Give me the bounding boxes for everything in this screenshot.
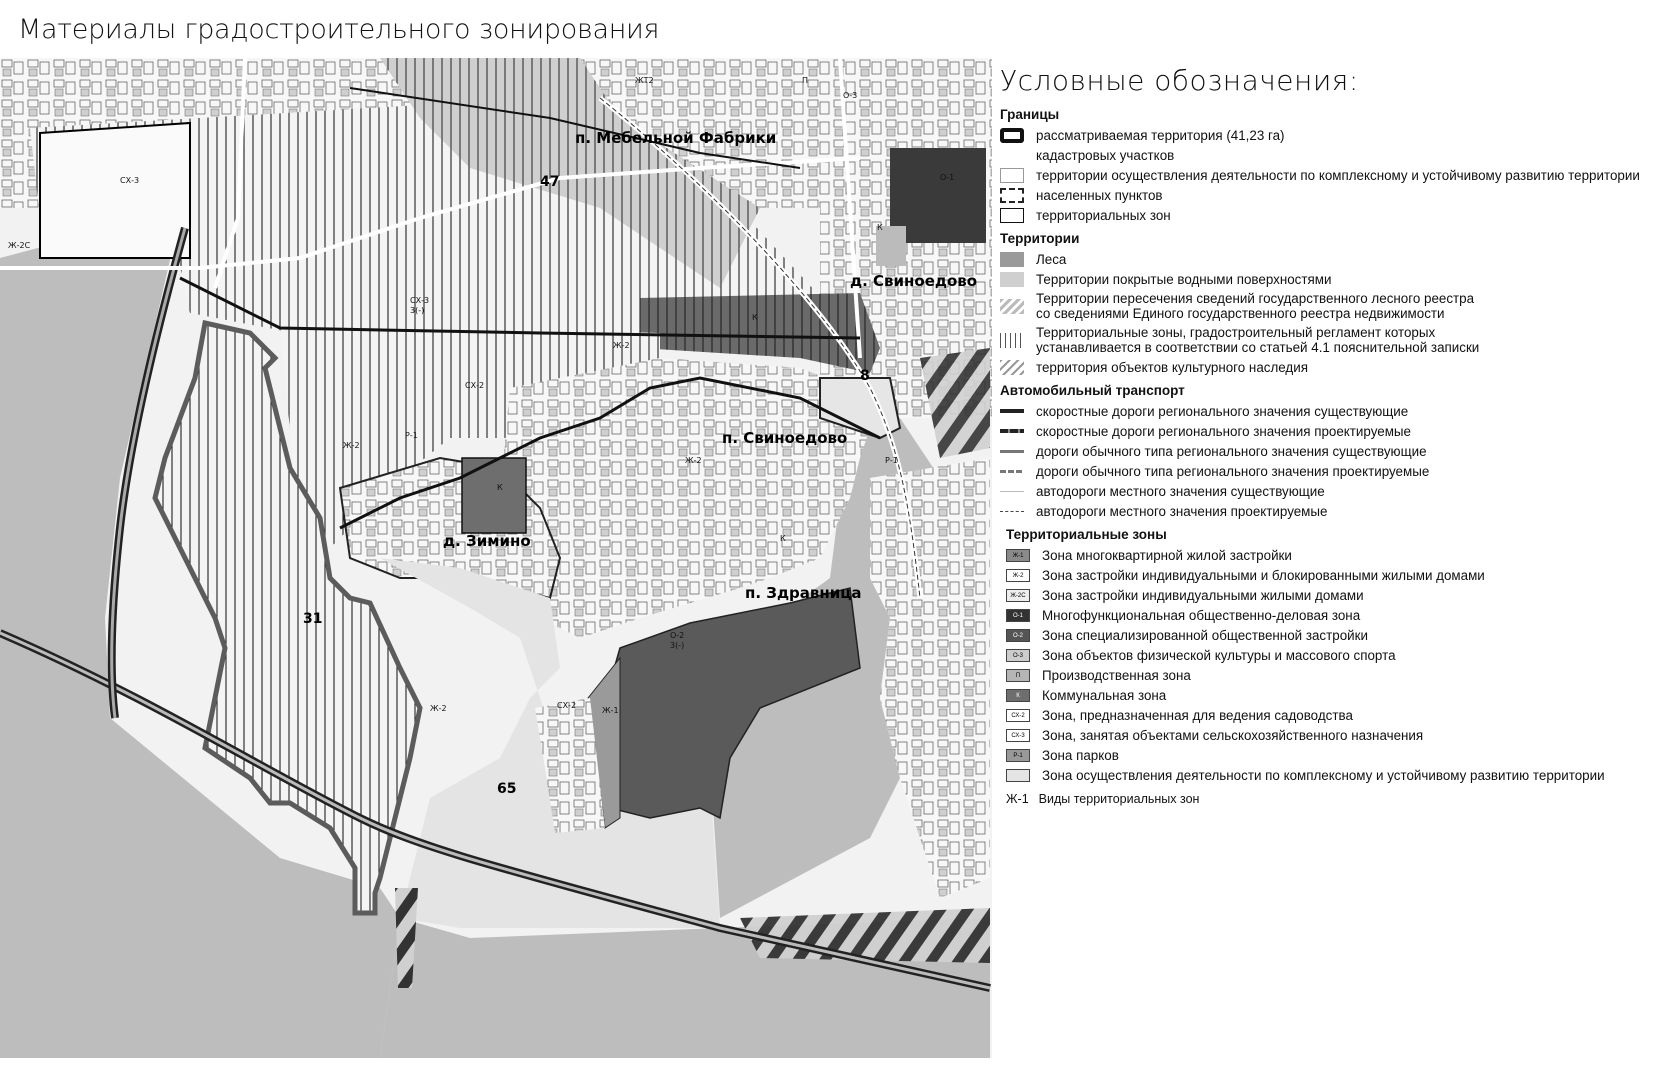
legend-item <box>1006 625 1678 645</box>
legend-label: Леса <box>1036 251 1067 267</box>
forest-registry-swatch <box>1000 299 1024 314</box>
zone-swatch-r1: Р-1 <box>1006 749 1030 762</box>
legend-item <box>1000 441 1678 461</box>
zone-sub-a: 3(-) <box>410 306 425 315</box>
legend-label: территориальных зон <box>1036 207 1171 223</box>
zone-code-zht2: ЖТ2 <box>635 76 654 85</box>
zone-code-sh3: СХ-3 <box>120 176 140 185</box>
legend-label: Территориальные зоны, градостроительный регламент которых устанавливается в соответствии со статьей 4.1 пояснительной записки <box>1036 325 1480 355</box>
label-area-31: 31 <box>303 611 323 627</box>
zone-sh3-west <box>40 123 190 258</box>
legend-label: Зона объектов физической культуры и массового спорта <box>1042 647 1396 663</box>
legend-item <box>1006 645 1678 665</box>
legend-label: Зона многоквартирной жилой застройки <box>1042 547 1292 563</box>
zone-code-k: К <box>497 483 503 492</box>
legend-label: Многофункциональная общественно-деловая зона <box>1042 607 1361 623</box>
zone-swatch-zh2: Ж-2 <box>1006 569 1030 582</box>
zone-code-zh2: Ж-2 <box>613 341 630 350</box>
zone-code-zh2-b: Ж-2 <box>343 441 360 450</box>
zone-swatch-sh3: СХ-3 <box>1006 729 1030 742</box>
legend-label: Зона осуществления деятельности по комплексному и устойчивому развитию территории <box>1042 767 1605 783</box>
legend-label: дороги обычного типа регионального значения проектируемые <box>1036 463 1430 479</box>
legend-section-transport: Автомобильный транспорт <box>1000 383 1185 398</box>
legend-item <box>1000 289 1678 323</box>
page-title: Материалы градостроительного зонирования <box>18 14 660 45</box>
zone-swatch-o2: О-2 <box>1006 629 1030 642</box>
zone-code-sh3-center: СХ-3 <box>410 296 430 305</box>
local-road-existing-swatch <box>1000 484 1024 499</box>
zone-code-r1: Р-1 <box>405 431 418 440</box>
highway-planned-swatch <box>1000 424 1024 439</box>
legend-item <box>1006 725 1678 745</box>
legend-label: скоростные дороги регионального значения существующие <box>1036 403 1409 419</box>
settlement-border-swatch <box>1000 188 1024 203</box>
legend-label: дороги обычного типа регионального значения существующие <box>1036 443 1427 459</box>
zone-code-zh2-c: Ж-2 <box>685 456 702 465</box>
legend-label: Территории покрытые водными поверхностями <box>1036 271 1332 287</box>
complex-dev-border-swatch <box>1000 168 1024 183</box>
legend <box>1000 60 1678 809</box>
label-settlement-svinoedovo-d: д. Свиноедово <box>850 272 978 290</box>
zone-code-p: П <box>802 76 809 85</box>
zone-code-k-d: К <box>877 223 883 232</box>
label-area-65: 65 <box>497 781 517 797</box>
legend-item <box>1000 249 1678 269</box>
zone-sub-b: 3(-) <box>670 641 685 650</box>
label-settlement-svinoedovo-p: п. Свиноедово <box>722 429 848 447</box>
legend-section-territories: Территории <box>1000 231 1080 246</box>
zone-swatch-zh2s: Ж-2С <box>1006 589 1030 602</box>
legend-item <box>1000 323 1678 357</box>
legend-label: Территории пересечения сведений государственного лесного реестра со сведениями Единого государственного реестра недвижимости <box>1036 291 1475 321</box>
zone-code-zh2s: Ж-2С <box>8 241 31 250</box>
legend-item <box>1006 665 1678 685</box>
zoning-map[interactable] <box>0 58 992 1058</box>
legend-item <box>1006 765 1678 785</box>
legend-label: Зона застройки индивидуальными жилыми домами <box>1042 587 1364 603</box>
heritage-swatch <box>1000 360 1024 375</box>
local-road-planned-swatch <box>1000 504 1024 519</box>
zone-code-k-c: К <box>780 534 786 543</box>
legend-item <box>1006 605 1678 625</box>
zone-swatch-o1: О-1 <box>1006 609 1030 622</box>
legend-item <box>1006 705 1678 725</box>
legend-item <box>1000 125 1678 145</box>
legend-label: Зона специализированной общественной застройки <box>1042 627 1368 643</box>
legend-label: Зона застройки индивидуальными и блокированными жилыми домами <box>1042 567 1485 583</box>
zone-legend-list <box>1006 545 1678 809</box>
legend-item <box>1000 461 1678 481</box>
studied-territory-swatch <box>1000 128 1024 143</box>
legend-item <box>1006 565 1678 585</box>
road-planned-swatch <box>1000 464 1024 479</box>
zone-code-o3: О-3 <box>843 91 858 100</box>
label-settlement-mebelnoy: п. Мебельной Фабрики <box>575 129 777 147</box>
legend-label: территория объектов культурного наследия <box>1036 359 1308 375</box>
legend-label: Производственная зона <box>1042 667 1191 683</box>
legend-label: территории осуществления деятельности по комплексному и устойчивому развитию территории <box>1036 167 1640 183</box>
legend-label: Зона, занятая объектами сельскохозяйственного назначения <box>1042 727 1424 743</box>
zone-k-zimino <box>462 458 526 533</box>
legend-label: кадастровых участков <box>1036 147 1175 163</box>
legend-item <box>1006 545 1678 565</box>
legend-item <box>1000 185 1678 205</box>
legend-item <box>1000 501 1678 521</box>
zone-k-ne <box>876 226 906 266</box>
legend-label: скоростные дороги регионального значения проектируемые <box>1036 423 1411 439</box>
zone-swatch-sh2: СХ-2 <box>1006 709 1030 722</box>
legend-title: Условные обозначения: <box>1000 64 1359 97</box>
legend-item <box>1006 685 1678 705</box>
special-regulation-swatch <box>1000 333 1024 348</box>
legend-section-borders: Границы <box>1000 107 1060 122</box>
legend-item <box>1006 745 1678 765</box>
zone-swatch-zh1: Ж-1 <box>1006 549 1030 562</box>
zone-swatch-k: К <box>1006 689 1030 702</box>
legend-item <box>1000 269 1678 289</box>
legend-item <box>1000 481 1678 501</box>
legend-label: автодороги местного значения проектируемые <box>1036 503 1328 519</box>
zone-code-k-b: К <box>752 313 758 322</box>
legend-item <box>1000 145 1678 165</box>
footnote-label: Виды территориальных зон <box>1038 791 1200 806</box>
zone-swatch-p: П <box>1006 669 1030 682</box>
legend-item <box>1000 357 1678 377</box>
forest-swatch <box>1000 252 1024 267</box>
legend-label: Зона парков <box>1042 747 1119 763</box>
legend-item <box>1000 421 1678 441</box>
legend-section-zones: Территориальные зоны <box>1006 527 1167 542</box>
cadastral-swatch <box>1000 148 1024 163</box>
legend-label: автодороги местного значения существующие <box>1036 483 1325 499</box>
zone-swatch-o3: О-3 <box>1006 649 1030 662</box>
legend-item <box>1000 165 1678 185</box>
footnote-code: Ж-1 <box>1006 791 1029 806</box>
zone-code-r1-b: Р-1 <box>885 456 898 465</box>
legend-item <box>1006 585 1678 605</box>
label-area-8: 8 <box>860 368 870 384</box>
legend-item <box>1000 401 1678 421</box>
legend-footnote <box>1006 789 1678 809</box>
legend-item <box>1000 205 1678 225</box>
zone-code-sh2: СХ-2 <box>465 381 485 390</box>
label-settlement-zdravnitsa: п. Здравница <box>745 584 862 602</box>
zone-code-sh2-south: СХ-2 <box>557 701 577 710</box>
legend-label: рассматриваемая территория (41,23 га) <box>1036 127 1285 143</box>
label-area-47: 47 <box>540 174 560 190</box>
water-swatch <box>1000 272 1024 287</box>
label-settlement-zimino: д. Зимино <box>443 532 531 550</box>
zone-code-zh2-d: Ж-2 <box>430 704 447 713</box>
zone-code-zh1: Ж-1 <box>602 706 619 715</box>
zone-code-o2: О-2 <box>670 631 685 640</box>
legend-label: населенных пунктов <box>1036 187 1163 203</box>
legend-label: Коммунальная зона <box>1042 687 1167 703</box>
legend-label: Зона, предназначенная для ведения садоводства <box>1042 707 1353 723</box>
highway-existing-swatch <box>1000 404 1024 419</box>
zone-swatch-complex <box>1006 769 1030 782</box>
zone-code-o1: О-1 <box>940 173 955 182</box>
road-existing-swatch <box>1000 444 1024 459</box>
zone-border-swatch <box>1000 208 1024 223</box>
